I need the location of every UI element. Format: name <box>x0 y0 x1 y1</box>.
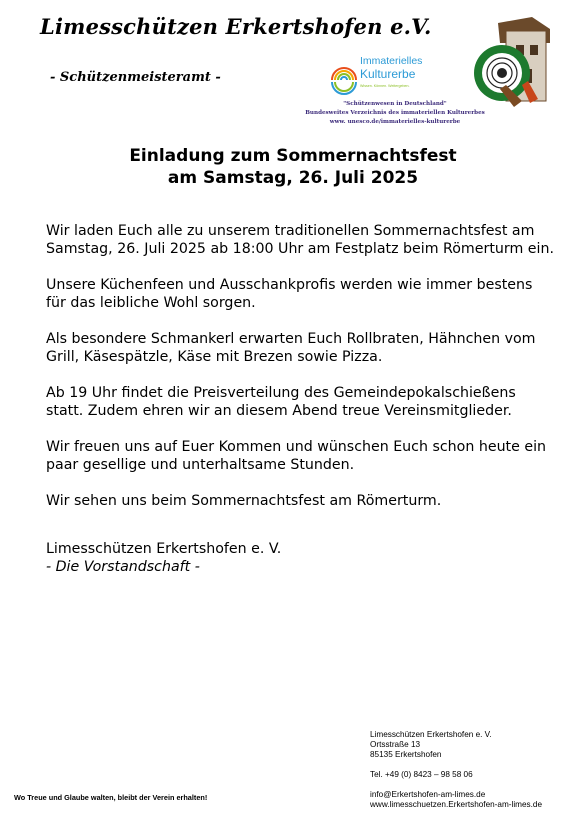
ich-caption-line2: Bundesweites Verzeichnis des immateriellen Kulturerbes <box>305 110 485 116</box>
invitation-body <box>46 222 556 528</box>
ich-logo-line2: Kulturerbe <box>360 67 416 81</box>
footer-address <box>370 730 542 810</box>
paragraph: Unsere Küchenfeen und Ausschankprofis werden wie immer bestens für das leibliche Wohl sorgen. <box>46 277 533 311</box>
paragraph: Ab 19 Uhr findet die Preisverteilung des Gemeindepokalschießens statt. Zudem ehren wir an diesem Abend treue Vereinsmitglieder. <box>46 385 516 419</box>
invitation-title <box>0 145 586 189</box>
title-line1: Einladung zum Sommernachtsfest <box>129 146 457 166</box>
address-web[interactable]: www.limesschuetzen.Erkertshofen-am-limes.de <box>370 800 542 809</box>
signature-club: Limesschützen Erkertshofen e. V. <box>46 541 282 557</box>
address-street: Ortsstraße 13 <box>370 740 421 749</box>
ich-caption-line3: www. unesco.de/immaterielles-kulturerbe <box>329 119 461 125</box>
address-name: Limesschützen Erkertshofen e. V. <box>370 730 492 739</box>
address-city: 85135 Erkertshofen <box>370 750 442 759</box>
paragraph: Wir laden Euch alle zu unserem traditionellen Sommernachtsfest am Samstag, 26. Juli 2025 ab 18:00 Uhr am Festplatz beim Römerturm ein. <box>46 223 554 257</box>
paragraph: Als besondere Schmankerl erwarten Euch Rollbraten, Hähnchen vom Grill, Käsespätzle, Käse mit Brezen sowie Pizza. <box>46 331 536 365</box>
ich-logo-arcs-icon <box>332 68 356 94</box>
immaterielles-kulturerbe-logo <box>330 50 470 100</box>
office-subtitle: - Schützenmeisteramt - <box>50 70 221 85</box>
ich-caption <box>300 100 490 127</box>
address-phone: Tel. +49 (0) 8423 – 98 58 06 <box>370 770 473 779</box>
club-name: Limesschützen Erkertshofen e.V. <box>40 14 432 39</box>
ich-logo-line1: Immaterielles <box>360 55 423 67</box>
paragraph: Wir freuen uns auf Euer Kommen und wünschen Euch schon heute ein paar gesellige und unterhaltsame Stunden. <box>46 439 547 473</box>
footer-motto: Wo Treue und Glaube walten, bleibt der Verein erhalten! <box>14 793 208 802</box>
ich-caption-line1: "Schützenwesen in Deutschland" <box>343 101 447 107</box>
signature-block <box>46 540 281 576</box>
club-emblem-icon <box>470 15 555 113</box>
title-line2: am Samstag, 26. Juli 2025 <box>167 168 419 188</box>
paragraph: Wir sehen uns beim Sommernachtsfest am Römerturm. <box>46 493 442 509</box>
signature-role: - Die Vorstandschaft - <box>46 559 200 575</box>
ich-logo-tagline: Wissen. Können. Weitergeben. <box>360 84 410 88</box>
address-email[interactable]: info@Erkertshofen-am-limes.de <box>370 790 486 799</box>
